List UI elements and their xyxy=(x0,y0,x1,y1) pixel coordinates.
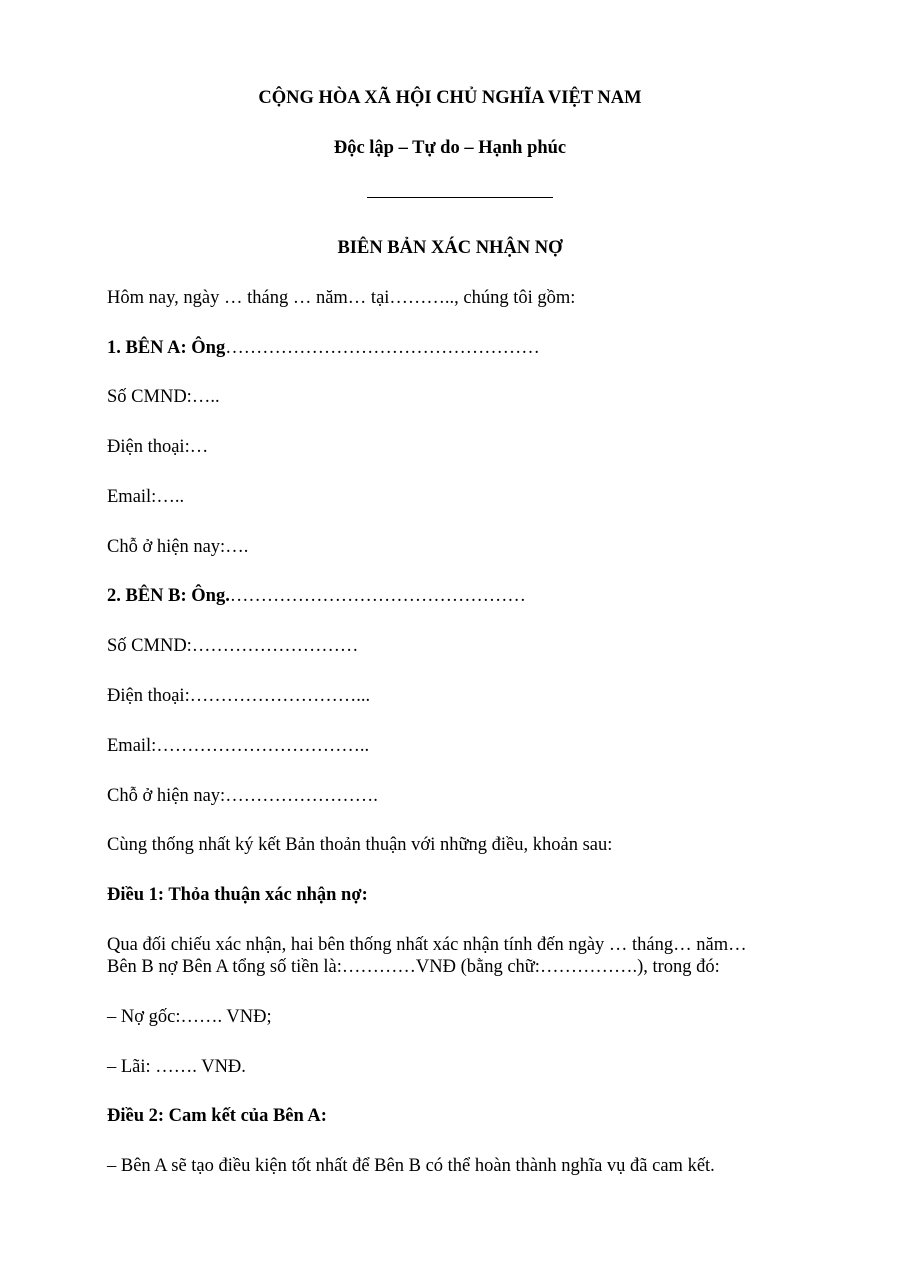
party-a-address: Chỗ ở hiện nay:…. xyxy=(107,537,249,557)
party-a-label: 1. BÊN A: Ông xyxy=(107,338,226,358)
party-b-phone: Điện thoại:………………………... xyxy=(107,686,371,706)
article-1-title: Điều 1: Thỏa thuận xác nhận nợ: xyxy=(107,885,368,905)
party-b-name-dots: ………………………………………… xyxy=(229,586,526,606)
country-heading: CỘNG HÒA XÃ HỘI CHỦ NGHĨA VIỆT NAM xyxy=(258,88,642,108)
article-2-title: Điều 2: Cam kết của Bên A: xyxy=(107,1106,327,1126)
article-1-body-line-2: Bên B nợ Bên A tổng số tiền là:…………VNĐ (bằng chữ:…………….), trong đó: xyxy=(107,957,720,977)
party-b-email: Email:…………………………….. xyxy=(107,736,370,756)
party-a-heading xyxy=(107,337,540,359)
header-divider xyxy=(367,197,553,198)
agreement-intro: Cùng thống nhất ký kết Bản thoản thuận với những điều, khoản sau: xyxy=(107,835,613,855)
document-title: BIÊN BẢN XÁC NHẬN NỢ xyxy=(337,238,563,258)
article-1-principal: – Nợ gốc:……. VNĐ; xyxy=(107,1007,272,1027)
party-b-address: Chỗ ở hiện nay:……………………. xyxy=(107,786,378,806)
party-a-phone: Điện thoại:… xyxy=(107,437,209,457)
article-1-interest: – Lãi: ……. VNĐ. xyxy=(107,1057,246,1077)
party-a-email: Email:….. xyxy=(107,487,185,507)
article-1-body-line-1: Qua đối chiếu xác nhận, hai bên thống nhất xác nhận tính đến ngày … tháng… năm… xyxy=(107,935,747,955)
party-b-label: 2. BÊN B: Ông. xyxy=(107,586,230,606)
article-2-commitment: – Bên A sẽ tạo điều kiện tốt nhất để Bên B có thể hoàn thành nghĩa vụ đã cam kết. xyxy=(107,1156,715,1176)
party-b-heading xyxy=(107,585,526,607)
party-a-id-card: Số CMND:….. xyxy=(107,387,220,407)
party-a-name-dots: …………………………………………… xyxy=(225,338,540,358)
party-b-id-card: Số CMND:……………………… xyxy=(107,636,359,656)
motto-heading: Độc lập – Tự do – Hạnh phúc xyxy=(333,138,567,158)
intro-paragraph: Hôm nay, ngày … tháng … năm… tại……….., chúng tôi gồm: xyxy=(107,288,576,308)
